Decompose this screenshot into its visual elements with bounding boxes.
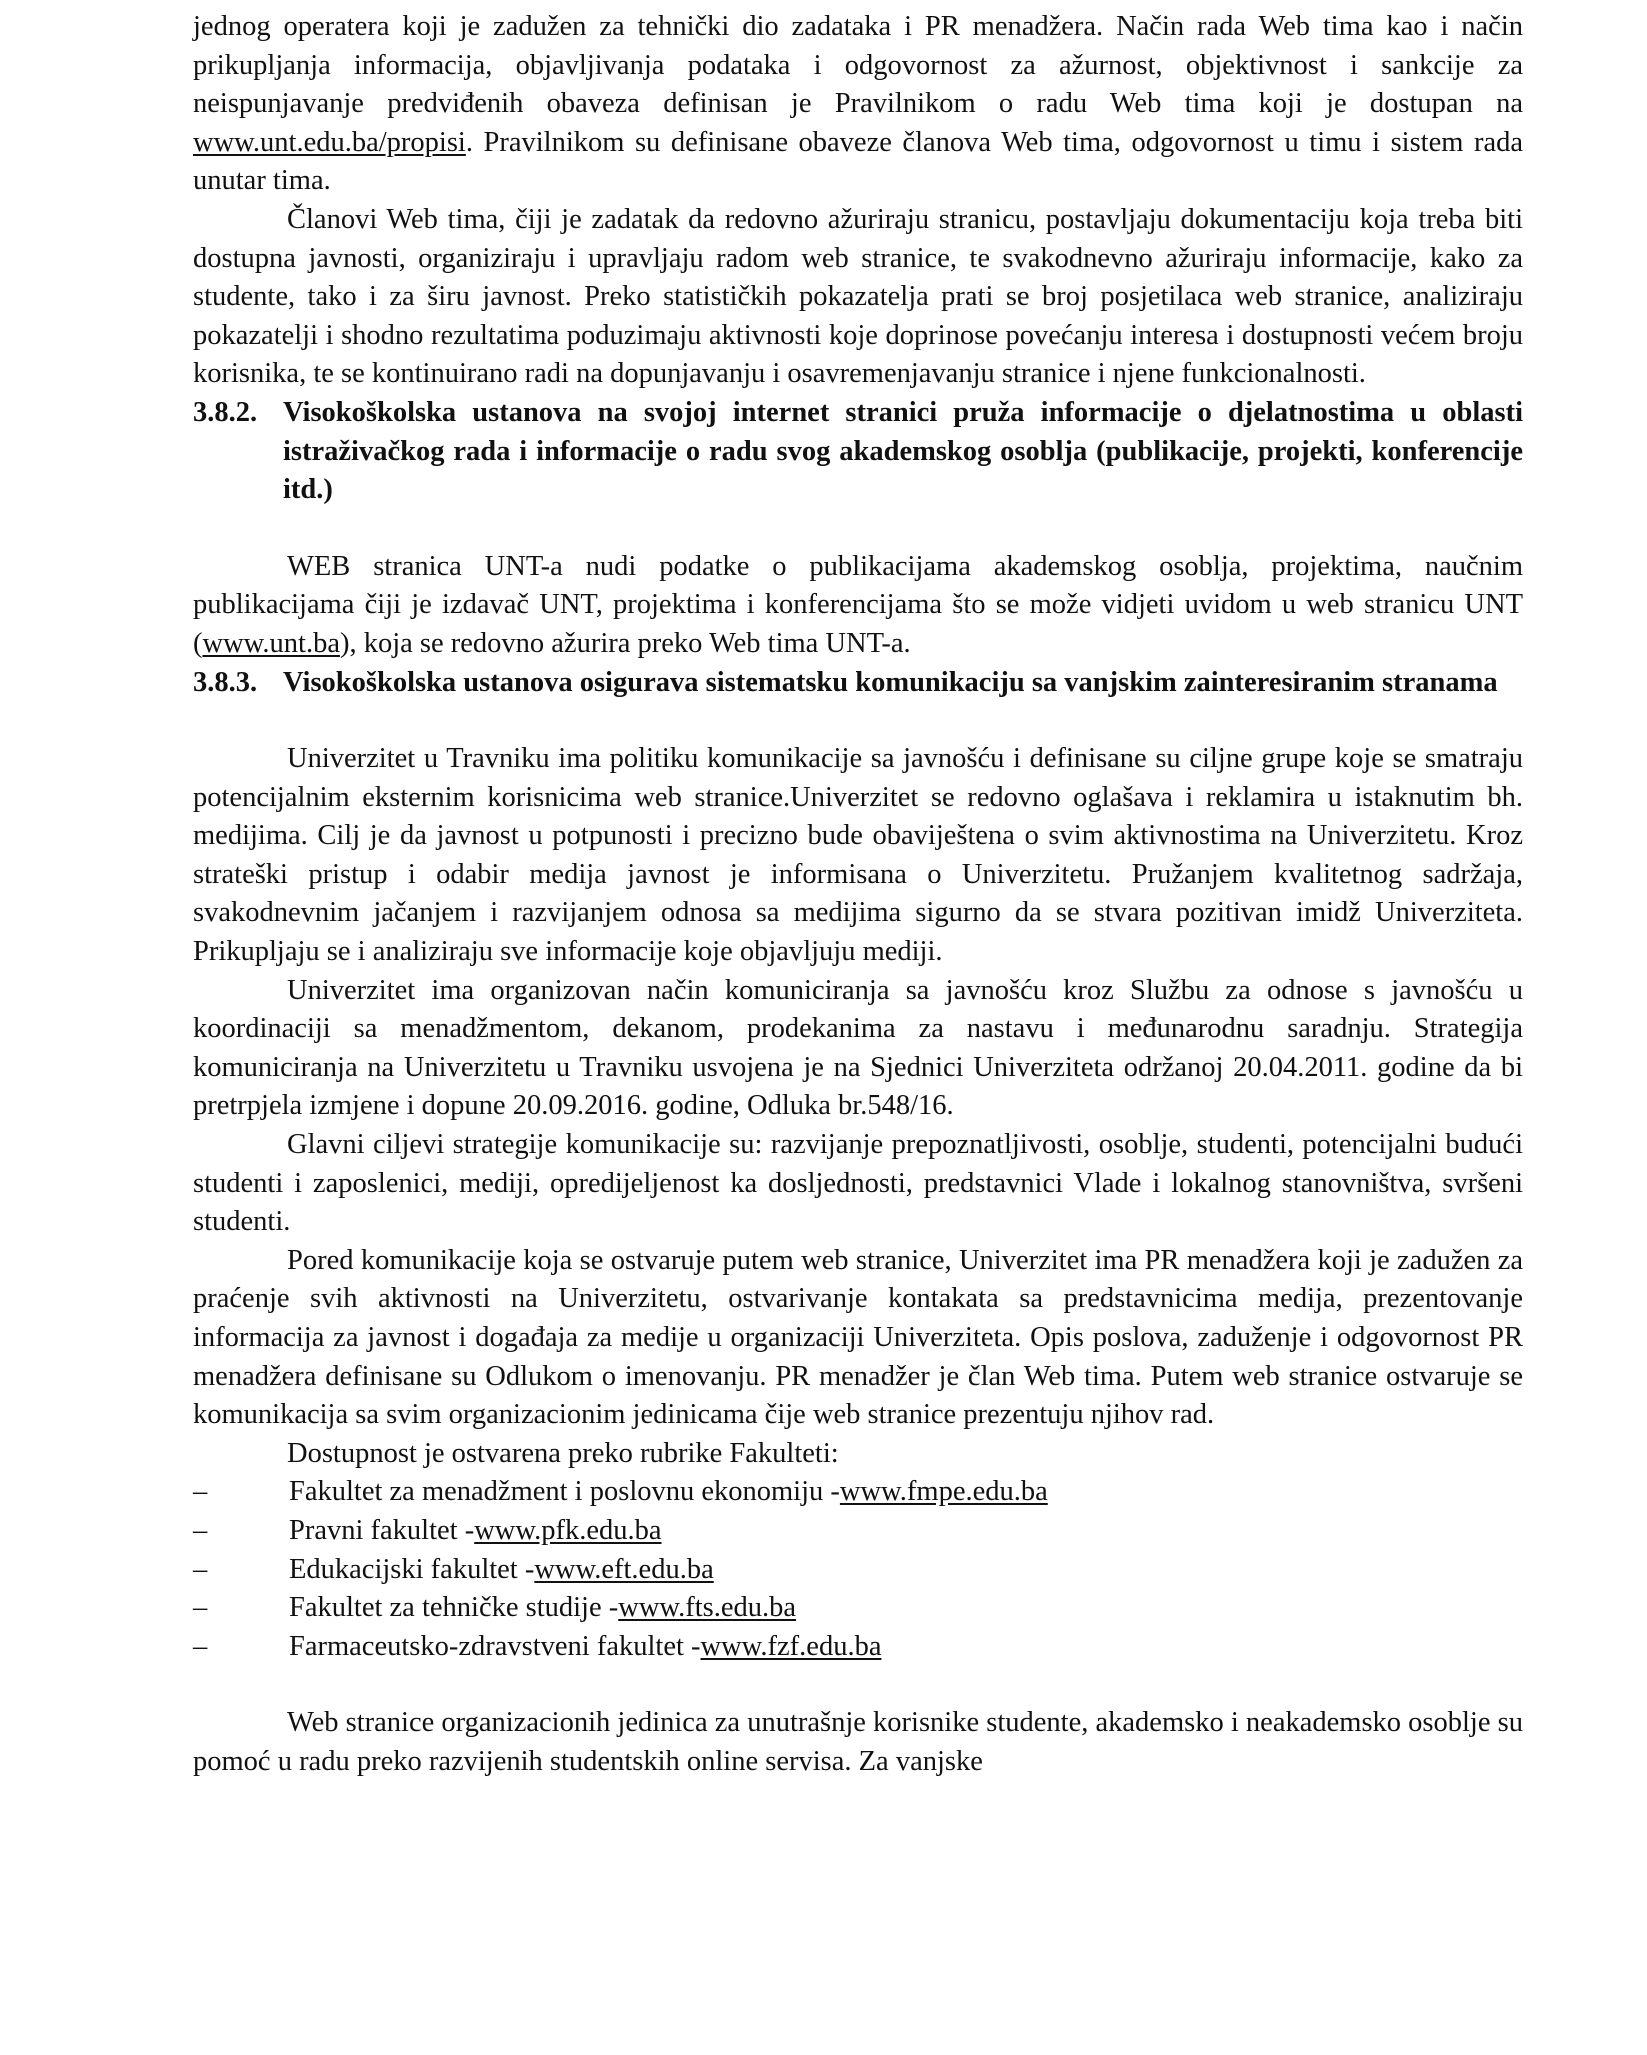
- section-heading-3-8-3: [193, 664, 1523, 703]
- paragraph-public-relations-service: Univerzitet ima organizovan način komuniciranja sa javnošću kroz Službu za odnose s javnošću u koordinaciji sa menadžmentom, dekanom, prodekanima za nastavu i međunarodnu saradnju. Strategija komuniciranja na Univerzitetu u Travniku usvojena je na Sjednici Univerziteta održanoj 20.04.2011. godine da bi pretrpjela izmjene i dopune 20.09.2016. godine, Odluka br.548/16.: [193, 974, 1523, 1122]
- section-number: 3.8.3.: [193, 666, 258, 698]
- paragraph-web-publications: [193, 548, 1523, 664]
- faculty-name: Fakultet za tehničke studije -: [289, 1592, 619, 1624]
- faculty-name: Edukacijski fakultet -: [289, 1553, 535, 1585]
- section-heading-3-8-2: [193, 394, 1523, 510]
- list-item: [193, 1473, 1523, 1512]
- faculty-link[interactable]: www.eft.edu.ba: [534, 1553, 714, 1585]
- document-page: [193, 0, 1523, 1782]
- dash-bullet: –: [193, 1514, 208, 1546]
- paragraph-internal-users: Web stranice organizacionih jedinica za unutrašnje korisnike studente, akademsko i neakademsko osoblje su pomoć u radu preko razvijenih studentskih online servisa. Za vanjske: [193, 1707, 1523, 1777]
- faculty-link[interactable]: www.fzf.edu.ba: [700, 1630, 882, 1662]
- faculty-name: Farmaceutsko-zdravstveni fakultet -: [289, 1630, 701, 1662]
- section-title: Visokoškolska ustanova osigurava sistematsku komunikaciju sa vanjskim zainteresiranim stranama: [283, 666, 1498, 698]
- faculty-link[interactable]: www.fts.edu.ba: [618, 1592, 797, 1624]
- paragraph-text: jednog operatera koji je zadužen za tehnički dio zadataka i PR menadžera. Način rada Web tima kao i način prikupljanja informacija, objavljivanja podataka i odgovornost za ažurnost, objektivnost i sankcije za neispunjavanje predviđenih obaveza definisan je Pravilnikom o radu Web tima koji je dostupan na: [193, 11, 1523, 120]
- paragraph-faculties-intro: Dostupnost je ostvarena preko rubrike Fakulteti:: [287, 1437, 839, 1469]
- paragraph-text-after: ), koja se redovno ažurira preko Web tima UNT-a.: [339, 627, 911, 659]
- faculty-list: [193, 1473, 1523, 1666]
- faculty-link[interactable]: www.fmpe.edu.ba: [839, 1476, 1048, 1508]
- link-propisi[interactable]: www.unt.edu.ba/propisi: [193, 126, 466, 158]
- paragraph-web-team-rules: [193, 8, 1523, 201]
- faculty-name: Pravni fakultet -: [289, 1514, 475, 1546]
- list-item: [193, 1512, 1523, 1551]
- paragraph-communication-policy: Univerzitet u Travniku ima politiku komunikacije sa javnošću i definisane su ciljne grupe koje se smatraju potencijalnim eksternim korisnicima web stranice.Univerzitet se redovno oglašava i reklamira u istaknutim bh. medijima. Cilj je da javnost u potpunosti i precizno bude obaviještena o svim aktivnostima na Univerzitetu. Kroz strateški pristup i odabir medija javnost je informisana o Univerzitetu. Pružanjem kvalitetnog sadržaja, svakodnevnim jačanjem i razvijanjem odnosa sa medijima sigurno da se stvara pozitivan imidž Univerziteta. Prikupljaju se i analiziraju sve informacije koje objavljuju mediji.: [193, 743, 1523, 968]
- list-item: [193, 1551, 1523, 1590]
- paragraph-web-team-members: Članovi Web tima, čiji je zadatak da redovno ažuriraju stranicu, postavljaju dokumentaciju koja treba biti dostupna javnosti, organiziraju i upravljaju radom web stranice, te svakodnevno ažuriraju informacije, kako za studente, tako i za širu javnost. Preko statističkih pokazatelja prati se broj posjetilaca web stranice, analiziraju pokazatelji i shodno rezultatima poduzimaju aktivnosti koje doprinose povećanju interesa i dostupnosti većem broju korisnika, te se kontinuirano radi na dopunjavanju i osavremenjavanju stranice i njene funkcionalnosti.: [193, 203, 1523, 390]
- section-title: Visokoškolska ustanova na svojoj internet stranici pruža informacije o djelatnostima u oblasti istraživačkog rada i informacije o radu svog akademskog osoblja (publikacije, projekti, konferencije itd.): [283, 396, 1523, 506]
- paragraph-pr-manager: Pored komunikacije koja se ostvaruje putem web stranice, Univerzitet ima PR menadžera koji je zadužen za praćenje svih aktivnosti na Univerzitetu, ostvarivanje kontakata sa predstavnicima medija, prezentovanje informacija za javnost i događaja za medije u organizaciji Univerziteta. Opis poslova, zaduženje i odgovornost PR menadžera definisane su Odlukom o imenovanju. PR menadžer je član Web tima. Putem web stranice ostvaruje se komunikacija sa svim organizacionim jedinicama čije web stranice prezentuju njihov rad.: [193, 1244, 1523, 1431]
- faculty-link[interactable]: www.pfk.edu.ba: [474, 1514, 662, 1546]
- list-item: [193, 1628, 1523, 1667]
- dash-bullet: –: [193, 1630, 208, 1662]
- dash-bullet: –: [193, 1553, 208, 1585]
- dash-bullet: –: [193, 1592, 208, 1624]
- paragraph-text: WEB stranica UNT-a nudi podatke o publikacijama akademskog osoblja, projektima, naučnim publikacijama čiji je izdavač UNT, projektima i konferencijama što se može vidjeti uvidom u web stranicu UNT (: [193, 550, 1523, 659]
- list-item: [193, 1589, 1523, 1628]
- faculty-name: Fakultet za menadžment i poslovnu ekonomiju -: [289, 1476, 840, 1508]
- link-unt[interactable]: www.unt.ba: [202, 627, 340, 659]
- dash-bullet: –: [193, 1476, 208, 1508]
- paragraph-strategy-goals: Glavni ciljevi strategije komunikacije su: razvijanje prepoznatljivosti, osoblje, studenti, potencijalni budući studenti i zaposlenici, mediji, opredijeljenost ka dosljednosti, predstavnici Vlade i lokalnog stanovništva, svršeni studenti.: [193, 1129, 1523, 1238]
- section-number: 3.8.2.: [193, 396, 258, 428]
- paragraph-text-after: . Pravilnikom su definisane obaveze članova Web tima, odgovornost u timu i sistem rada unutar tima.: [193, 126, 1523, 197]
